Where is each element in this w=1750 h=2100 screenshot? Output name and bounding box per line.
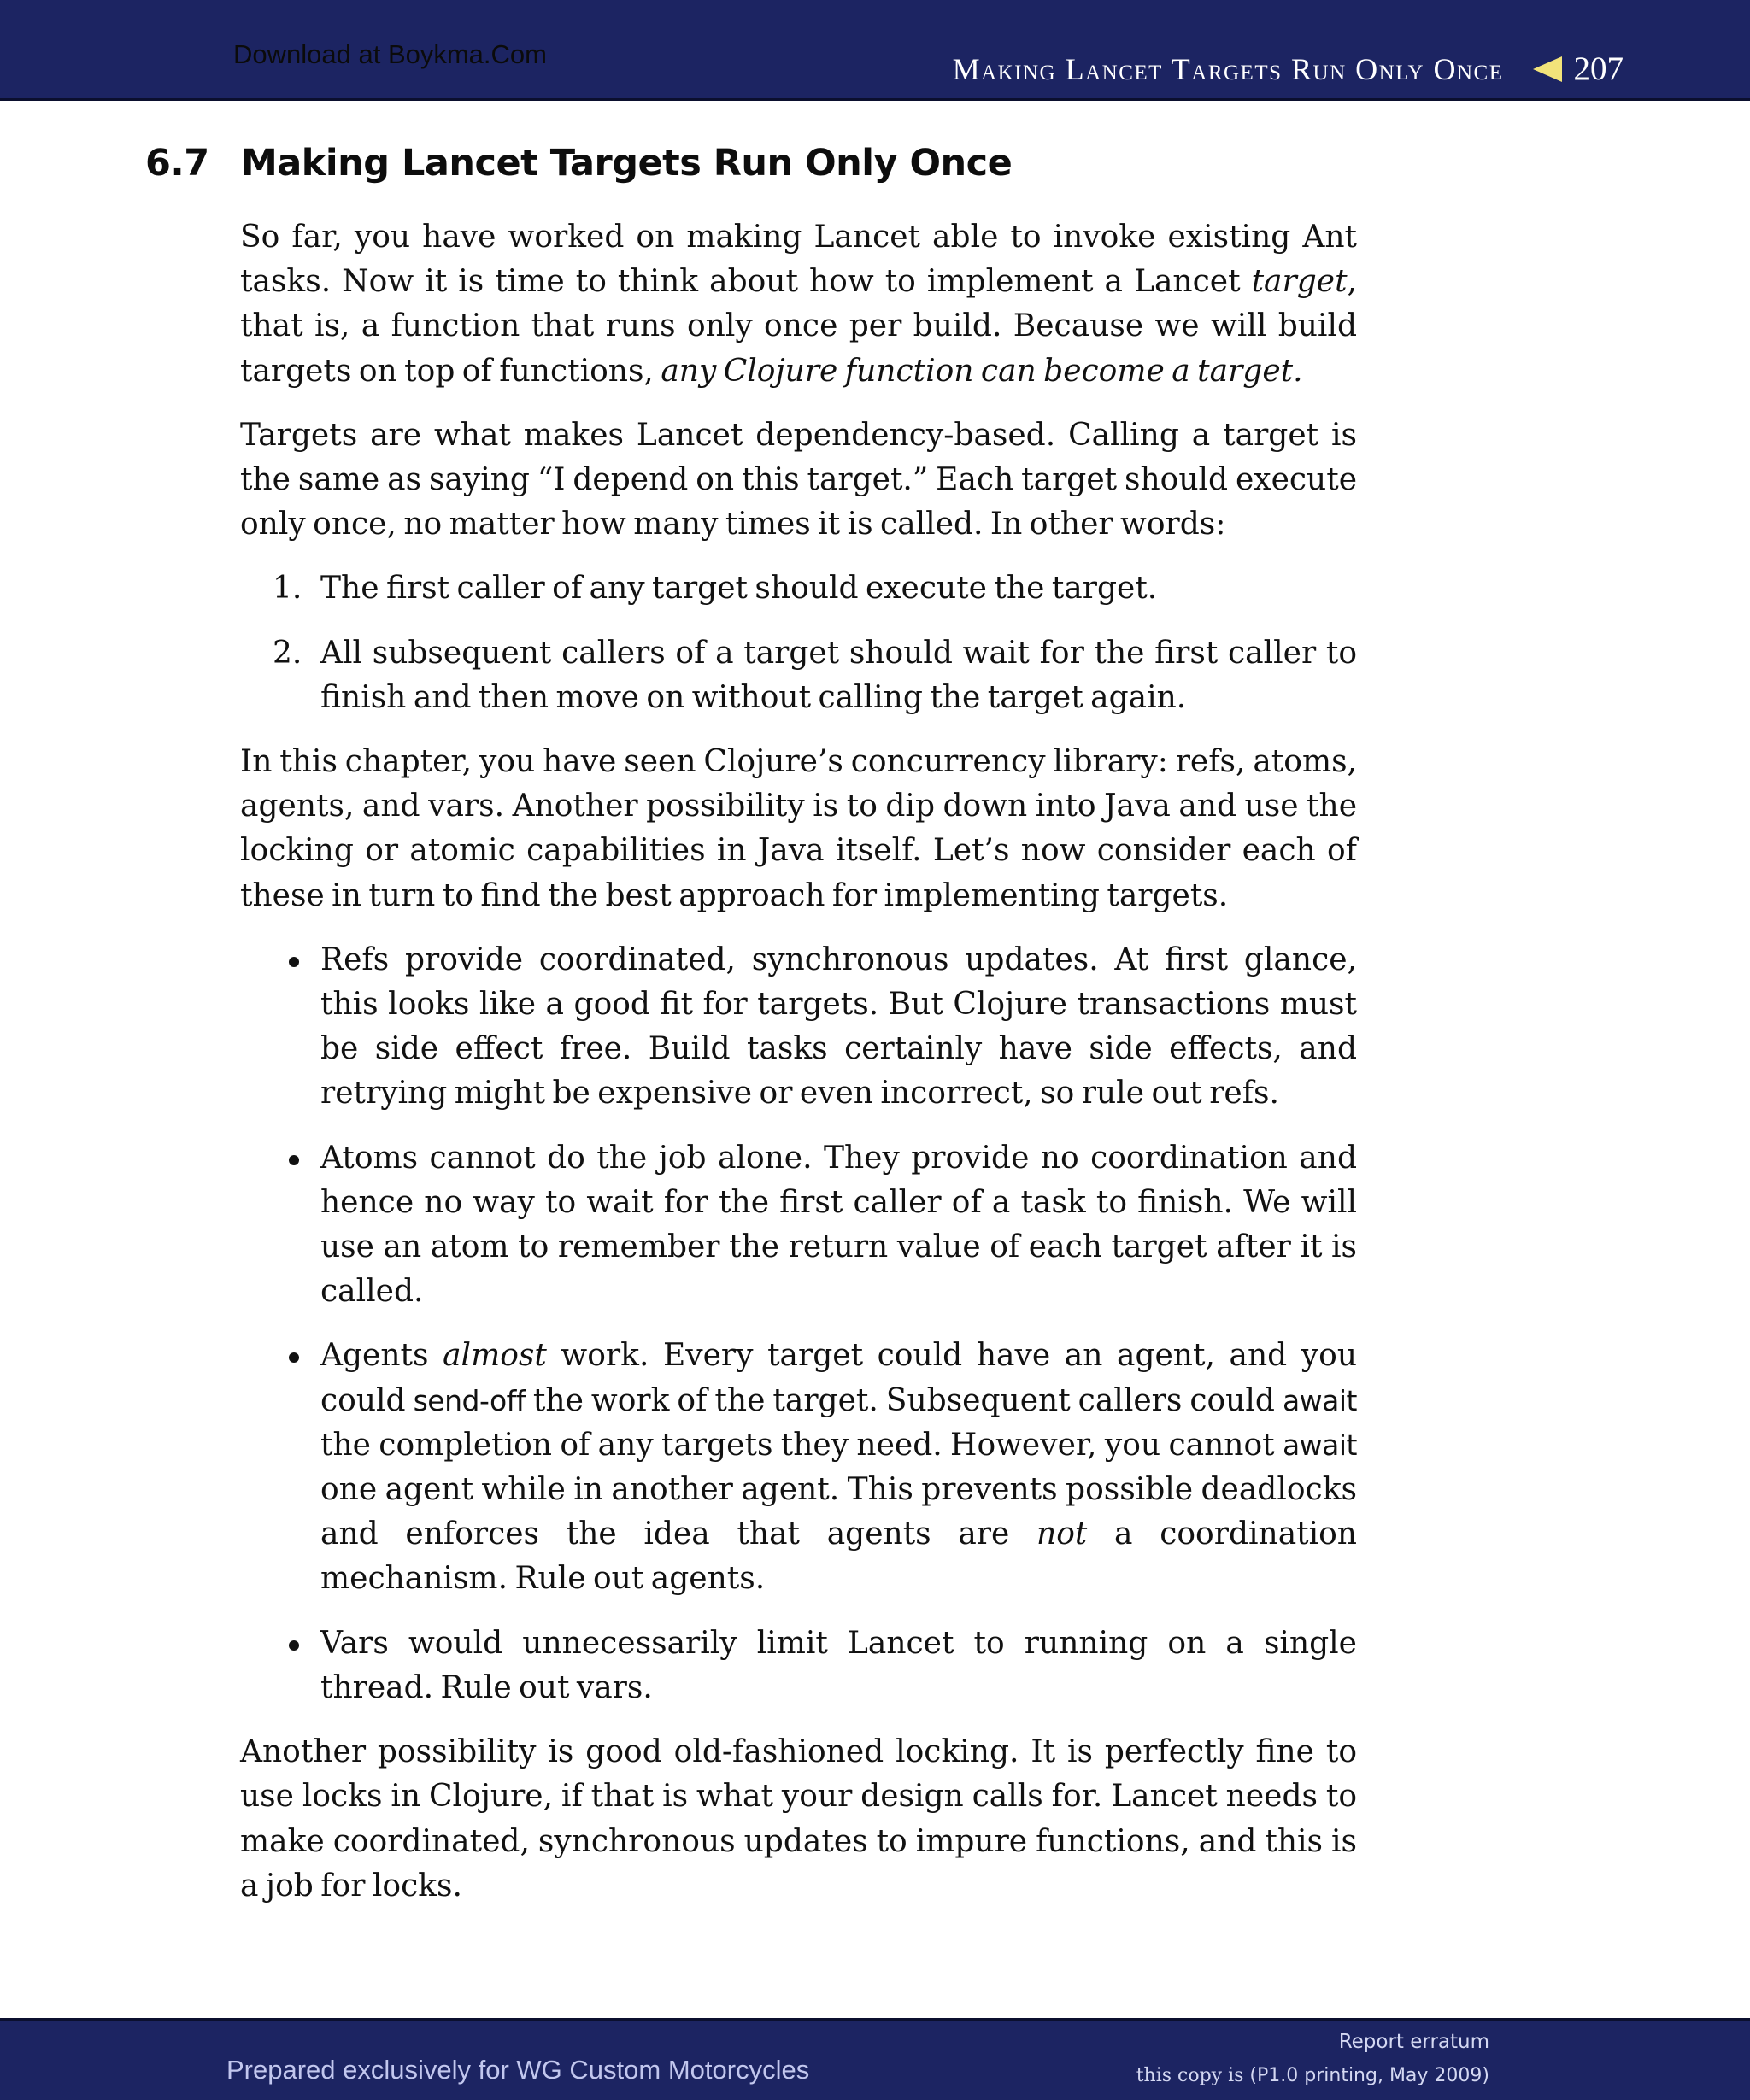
paragraph-concurrency: In this chapter, you have seen Clojure’s concurrency library: refs, atoms, agents, and vars. Another possibility is to dip down into Java and use the locking or atomic capabilities in Java itself. Let’s now consider each of these in turn to find the best approach for implementing targets. — [240, 744, 1357, 913]
bullet-text: a coordination mechanism. Rule out agents. — [320, 1516, 1357, 1597]
list-number: 1. — [273, 571, 302, 607]
paragraph-intro-text-a: So far, you have worked on making Lancet able to invoke existing Ant tasks. Now it is time to think about how to implement a Lancet — [240, 220, 1357, 300]
emphasis-any-function: any Clojure function can become a target. — [661, 353, 1303, 389]
paragraph-intro-text-b: , that is, a function that runs only once per build. Because we will build targets on top of functions, — [240, 264, 1357, 389]
code-await: await — [1282, 1428, 1357, 1462]
bullet-icon — [289, 1640, 299, 1651]
bullet-text: work. Every target could have an agent, and you could — [320, 1338, 1358, 1418]
bullet-text: the completion of any targets they need. However, you cannot — [320, 1427, 1283, 1463]
bullet-icon — [289, 1352, 299, 1363]
bullet-text: Vars would unnecessarily limit Lancet to running on a single thread. Rule out vars. — [320, 1625, 1357, 1705]
bullet-item-vars — [240, 1622, 1357, 1710]
list-item-text: The first caller of any target should execute the target. — [320, 571, 1158, 607]
rules-list — [240, 566, 1357, 720]
bullet-text: Agents — [320, 1338, 443, 1374]
bullet-text: the work of the target. Subsequent callers could — [525, 1382, 1283, 1418]
bullet-text: one agent while in another agent. This prevents possible deadlocks and enforces the idea that agents are — [320, 1472, 1357, 1552]
download-source-text: Download at Boykma.Com — [233, 39, 547, 69]
list-number: 2. — [273, 635, 302, 671]
list-item — [240, 631, 1357, 720]
prepared-for-text: Prepared exclusively for WG Custom Motorcycles — [226, 2055, 810, 2085]
page-number: 207 — [1573, 50, 1624, 87]
report-erratum-link[interactable]: Report erratum — [1338, 2031, 1489, 2053]
bullet-text: Atoms cannot do the job alone. They provide no coordination and hence no way to wait for the first caller of a task to finish. We will use an atom to remember the return value of each target after it is called. — [320, 1140, 1357, 1310]
running-head — [953, 50, 1624, 88]
options-bullet-list — [240, 938, 1357, 1710]
bullet-item-agents — [240, 1334, 1357, 1601]
list-item — [240, 566, 1357, 611]
paragraph-intro — [240, 215, 1357, 394]
code-send-off: send-off — [413, 1383, 526, 1417]
page-header-bar — [0, 0, 1750, 101]
main-content — [240, 215, 1357, 1928]
emphasis-not: not — [1036, 1516, 1088, 1552]
copy-printing: (P1.0 printing, May 2009) — [1249, 2065, 1489, 2086]
page-footer-bar — [0, 2018, 1750, 2100]
bullet-text: Refs provide coordinated, synchronous updates. At first glance, this looks like a good fit for targets. But Clojure transactions must be side effect free. Build tasks certainly have side effects, and retrying might be expensive or even incorrect, so rule out refs. — [320, 941, 1357, 1112]
emphasis-almost: almost — [443, 1338, 547, 1374]
copy-info — [1136, 2065, 1489, 2086]
paragraph-targets: Targets are what makes Lancet dependency-based. Calling a target is the same as saying “I depend on this target.” Each target should execute only once, no matter how many times it is called. In other words: — [240, 417, 1357, 543]
bullet-icon — [289, 957, 299, 967]
bullet-item-atoms — [240, 1136, 1357, 1315]
paragraph-locking: Another possibility is good old-fashioned locking. It is perfectly fine to use locks in Clojure, if that is what your design calls for. Lancet needs to make coordinated, synchronous updates to impure functions, and this is a job for locks. — [240, 1734, 1357, 1903]
section-heading — [145, 142, 1012, 185]
list-item-text: All subsequent callers of a target should wait for the first caller to finish and then move on without calling the target again. — [320, 635, 1357, 715]
copy-prefix: this copy is — [1136, 2065, 1250, 2086]
section-title: Making Lancet Targets Run Only Once — [241, 142, 1013, 185]
previous-page-arrow-icon[interactable] — [1533, 56, 1562, 82]
code-await: await — [1282, 1383, 1357, 1417]
running-title: Making Lancet Targets Run Only Once — [952, 51, 1504, 86]
bullet-item-refs — [240, 938, 1357, 1117]
section-number: 6.7 — [145, 142, 209, 185]
emphasis-target: target — [1251, 264, 1348, 300]
bullet-icon — [289, 1155, 299, 1165]
